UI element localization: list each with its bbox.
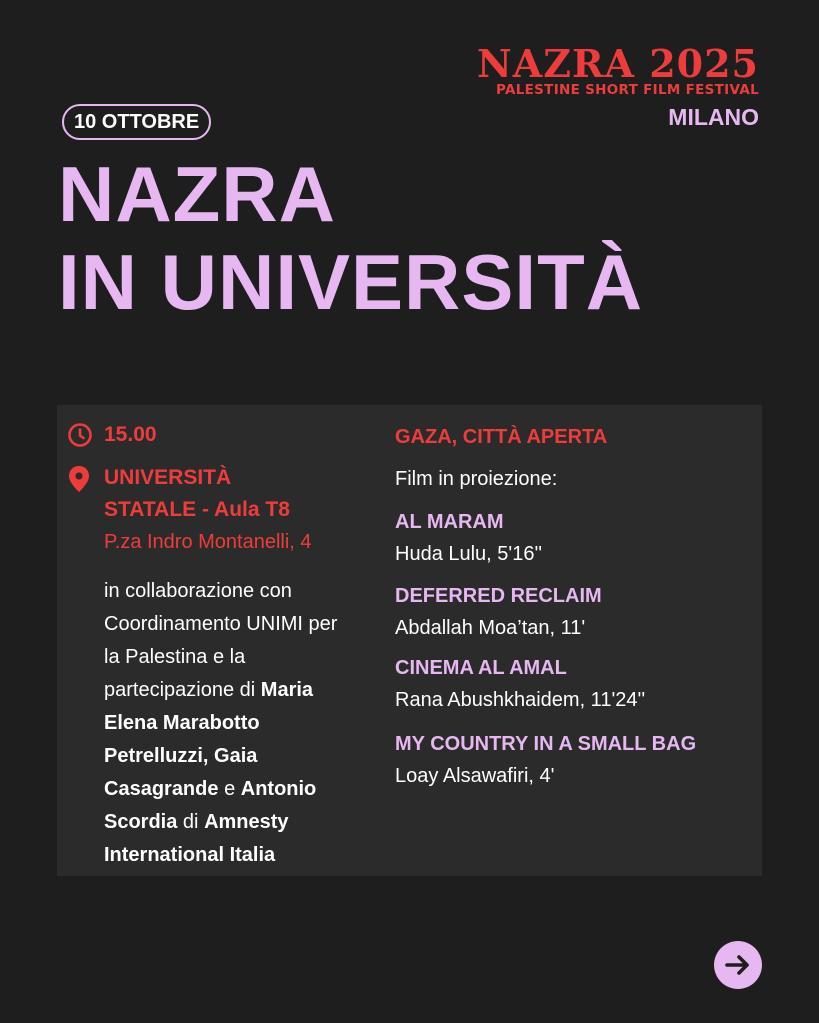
page-title bbox=[58, 150, 643, 326]
venue-line2: STATALE - Aula T8 bbox=[104, 498, 290, 521]
logo-city: MILANO bbox=[668, 104, 759, 130]
logo-subtitle: PALESTINE SHORT FILM FESTIVAL bbox=[496, 82, 759, 98]
film-item bbox=[395, 580, 602, 644]
guest-name: Gaia Casagrande bbox=[104, 745, 258, 800]
film-item bbox=[395, 728, 696, 792]
film-title: DEFERRED RECLAIM bbox=[395, 585, 602, 607]
collaboration-text bbox=[104, 575, 344, 872]
page-title-line2: IN UNIVERSITÀ bbox=[58, 238, 644, 326]
separator: , bbox=[202, 745, 209, 767]
film-credit: Rana Abushkhaidem, 11'24'' bbox=[395, 689, 646, 711]
program-title: GAZA, CITTÀ APERTA bbox=[395, 426, 608, 448]
festival-logo bbox=[476, 41, 759, 130]
organization-name: Amnesty International Italia bbox=[104, 811, 289, 866]
film-title: AL MARAM bbox=[395, 511, 504, 533]
logo-title: NAZRA 2025 bbox=[476, 41, 759, 86]
film-item bbox=[395, 652, 645, 716]
event-venue bbox=[104, 462, 290, 526]
page-title-line1: NAZRA bbox=[58, 150, 336, 238]
film-item bbox=[395, 506, 542, 570]
guest-name: Maria Elena Marabotto Petrelluzzi bbox=[104, 679, 314, 767]
film-title: CINEMA AL AMAL bbox=[395, 657, 567, 679]
event-time: 15.00 bbox=[104, 423, 157, 446]
guest-name: Antonio Scordia bbox=[104, 778, 317, 833]
event-address: P.za Indro Montanelli, 4 bbox=[104, 531, 312, 553]
separator: e bbox=[224, 778, 236, 800]
film-credit: Loay Alsawafiri, 4' bbox=[395, 765, 555, 787]
clock-icon bbox=[67, 422, 93, 453]
venue-line1: UNIVERSITÀ bbox=[104, 466, 232, 489]
separator: di bbox=[182, 811, 199, 833]
film-credit: Abdallah Moa’tan, 11' bbox=[395, 617, 586, 639]
film-title: MY COUNTRY IN A SMALL BAG bbox=[395, 733, 697, 755]
film-credit: Huda Lulu, 5'16'' bbox=[395, 543, 543, 565]
location-pin-icon bbox=[67, 465, 91, 498]
program-intro: Film in proiezione: bbox=[395, 468, 558, 490]
collab-intro: in collaborazione con Coordinamento UNIMI per la Palestina e la partecipazione di bbox=[104, 580, 338, 701]
event-panel bbox=[57, 405, 762, 876]
next-button[interactable] bbox=[714, 941, 762, 989]
date-badge: 10 OTTOBRE bbox=[62, 104, 211, 140]
arrow-right-icon bbox=[723, 950, 753, 980]
